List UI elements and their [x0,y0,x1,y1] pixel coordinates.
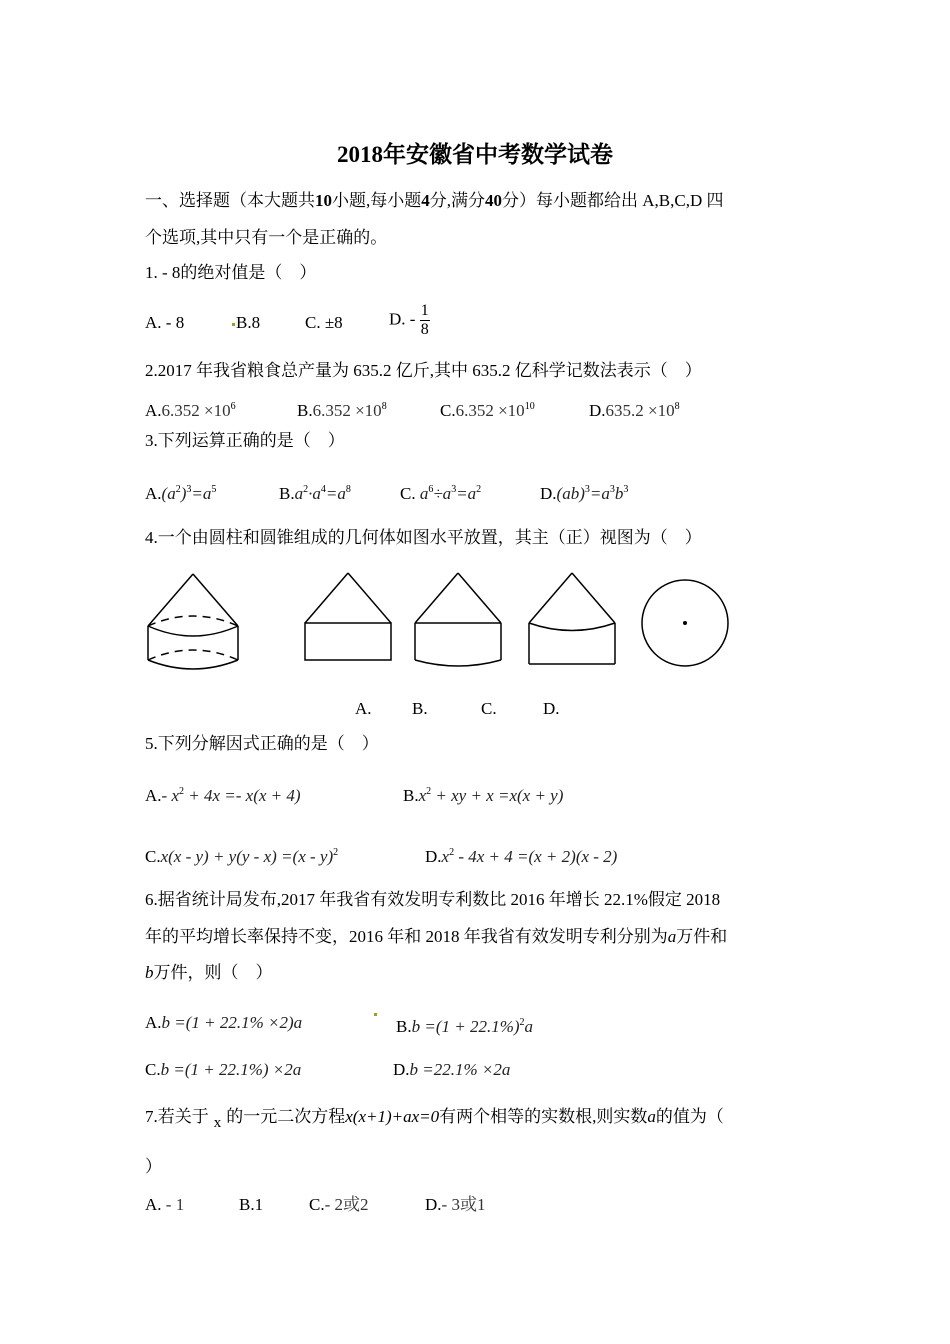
expr: =a [325,484,346,503]
stem-text: 年的平均增长率保持不变，2016 年和 2018 年我省有效发明专利分别为 [145,927,668,946]
expr: - 4x + 4 =(x + 2)(x - 2) [454,847,618,866]
q3-option-d [540,479,628,505]
exponent: 2 [175,484,181,495]
exponent: 3 [609,484,615,495]
expr: + xy + x =x(x + y) [431,786,564,805]
exponent: 5 [211,484,217,495]
section-text: 分,满分 [429,191,485,210]
exponent: 3 [451,484,457,495]
q1-option-d [389,302,430,339]
option-value: 635.2 ×10 [605,401,675,420]
option-label: A. [145,1195,162,1214]
exponent: 8 [345,484,351,495]
view-option-c [524,568,620,672]
stem-text: 7.若关于 [145,1107,209,1126]
expr: + 4x =- x(x + 4) [184,786,301,805]
variable: x [213,1115,222,1131]
exponent: 2 [476,484,482,495]
q4-label-a: A. [355,699,372,718]
question-6-line3 [145,962,273,984]
exponent: 4 [320,484,326,495]
option-value: - 2或2 [324,1195,369,1214]
option-value: - 1 [165,1195,185,1214]
expr: x [418,786,427,805]
exponent: 3 [584,484,590,495]
expr: =a [456,484,477,503]
option-label: D. [425,847,442,866]
option-value: 6.352 ×10 [455,401,525,420]
q5-option-c [145,842,338,868]
option-value: 6.352 ×10 [312,401,382,420]
q2-option-d [589,396,680,422]
expr: x(x - y) + y(y - x) =(x - y) [160,847,334,866]
stem-text: 的一元二次方程 [226,1107,346,1126]
exponent: 8 [674,401,680,412]
variable: a [647,1107,656,1126]
q6-option-d [393,1059,510,1081]
q3-option-a [145,479,216,505]
question-7-line2: ） [145,1157,162,1176]
q5-option-a [145,781,301,807]
equation: x(x+1)+ax=0 [345,1107,440,1126]
exponent: 2 [426,786,432,797]
variable: b [145,963,154,982]
expr: ÷a [433,484,452,503]
section-header-line2: 个选项,其中只有一个是正确的。 [145,228,388,247]
question-7-line1 [145,1106,724,1134]
stem-text: 的值为（ [655,1107,724,1126]
expr: ) [180,484,187,503]
expr: b [614,484,624,503]
q2-option-c [440,396,535,422]
q1-option-c: C. ±8 [305,313,343,332]
q7-option-b: B.1 [239,1195,264,1214]
fraction [420,302,430,339]
expr: b =(1 + 22.1% ×2)a [161,1013,303,1032]
exponent: 8 [381,401,387,412]
question-5-stem: 5.下列分解因式正确的是（ ） [145,734,379,753]
option-label: C. [309,1195,325,1214]
expr: - x [161,786,179,805]
option-label: C. [145,1060,161,1079]
option-label: A. [145,786,162,805]
exponent: 6 [428,484,434,495]
stem-text: 有两个相等的实数根,则实数 [439,1107,648,1126]
expr: =a [589,484,610,503]
q7-option-a [145,1194,184,1216]
expr: a [294,484,304,503]
page-title: 2018年安徽省中考数学试卷 [337,142,613,167]
q5-option-b [403,781,563,807]
option-label: C. [145,847,161,866]
stem-text: 万件，则（ ） [153,963,273,982]
expr: b =(1 + 22.1%) ×2a [160,1060,302,1079]
points-total: 40 [485,191,502,210]
question-6-line1: 6.据省统计局发布,2017 年我省有效发明专利数比 2016 年增长 22.1%假定 2018 [145,890,721,909]
exponent: 2 [333,847,339,858]
option-value: - 3或1 [441,1195,486,1214]
question-count: 10 [315,191,332,210]
exponent: 3 [186,484,192,495]
question-1-stem: 1. - 8的绝对值是（ ） [145,263,317,282]
section-text: 分）每小题都给出 A,B,C,D 四 [502,191,724,210]
expr: =a [191,484,212,503]
option-label: B. [297,401,313,420]
view-option-b [410,568,506,672]
points-each: 4 [421,191,430,210]
expr: b =(1 + 22.1%) [411,1017,520,1036]
solid-figure [140,568,250,676]
expr: (a [161,484,176,503]
question-2-stem: 2.2017 年我省粮食总产量为 635.2 亿斤,其中 635.2 亿科学记数法表示（ ） [145,361,702,380]
q5-option-d [425,842,617,868]
expr: ·a [308,484,321,503]
expr: x [441,847,450,866]
scan-speck [374,1013,377,1016]
solid-drawing [148,574,238,669]
option-label: B. [396,1017,412,1036]
option-label: C. [400,484,416,503]
section-text: 小题,每小题 [332,191,422,210]
q2-option-a [145,396,236,422]
q3-option-c [400,479,481,505]
question-3-stem: 3.下列运算正确的是（ ） [145,431,345,450]
expr: b =22.1% ×2a [409,1060,511,1079]
q6-option-a [145,1012,302,1034]
q6-option-c [145,1059,301,1081]
q4-label-b: B. [412,699,428,718]
exponent: 10 [524,401,535,412]
view-option-d [638,576,734,672]
exponent: 2 [303,484,309,495]
fraction-denominator: 8 [420,321,429,338]
stem-text: 万件和 [676,927,728,946]
q2-option-b [297,396,387,422]
option-label: C. [440,401,456,420]
q3-option-b [279,479,351,505]
view-option-a [300,568,396,664]
question-4-stem: 4.一个由圆柱和圆锥组成的几何体如图水平放置，其主（正）视图为（ ） [145,528,702,547]
option-label: D. [393,1060,410,1079]
scan-speck [232,323,235,326]
q1-option-b: B.8 [236,313,261,332]
section-header [145,190,723,212]
option-value: 6.352 ×10 [161,401,231,420]
exponent: 2 [449,847,455,858]
exponent: 6 [230,401,236,412]
q7-option-d [425,1194,485,1216]
expr: (ab) [556,484,585,503]
option-label: D. [589,401,606,420]
exponent: 3 [623,484,629,495]
q6-option-b [396,1012,533,1038]
option-label: D. [425,1195,442,1214]
option-label: B. [279,484,295,503]
expr: a [419,484,429,503]
question-6-line2 [145,926,727,948]
option-label: A. [145,484,162,503]
section-text: 一、选择题（本大题共 [145,191,315,210]
expr: a [524,1017,534,1036]
fraction-numerator: 1 [420,302,429,319]
exponent: 2 [519,1017,525,1028]
q4-label-c: C. [481,699,497,718]
option-label: D. [540,484,557,503]
option-label: B. [403,786,419,805]
q1-d-prefix: D. - [389,309,416,329]
variable: a [667,927,677,946]
option-label: A. [145,1013,162,1032]
option-label: A. [145,401,162,420]
q7-option-c [309,1194,369,1216]
q1-option-a: A. - 8 [145,313,185,332]
q4-label-d: D. [543,699,560,718]
exponent: 2 [179,786,184,797]
